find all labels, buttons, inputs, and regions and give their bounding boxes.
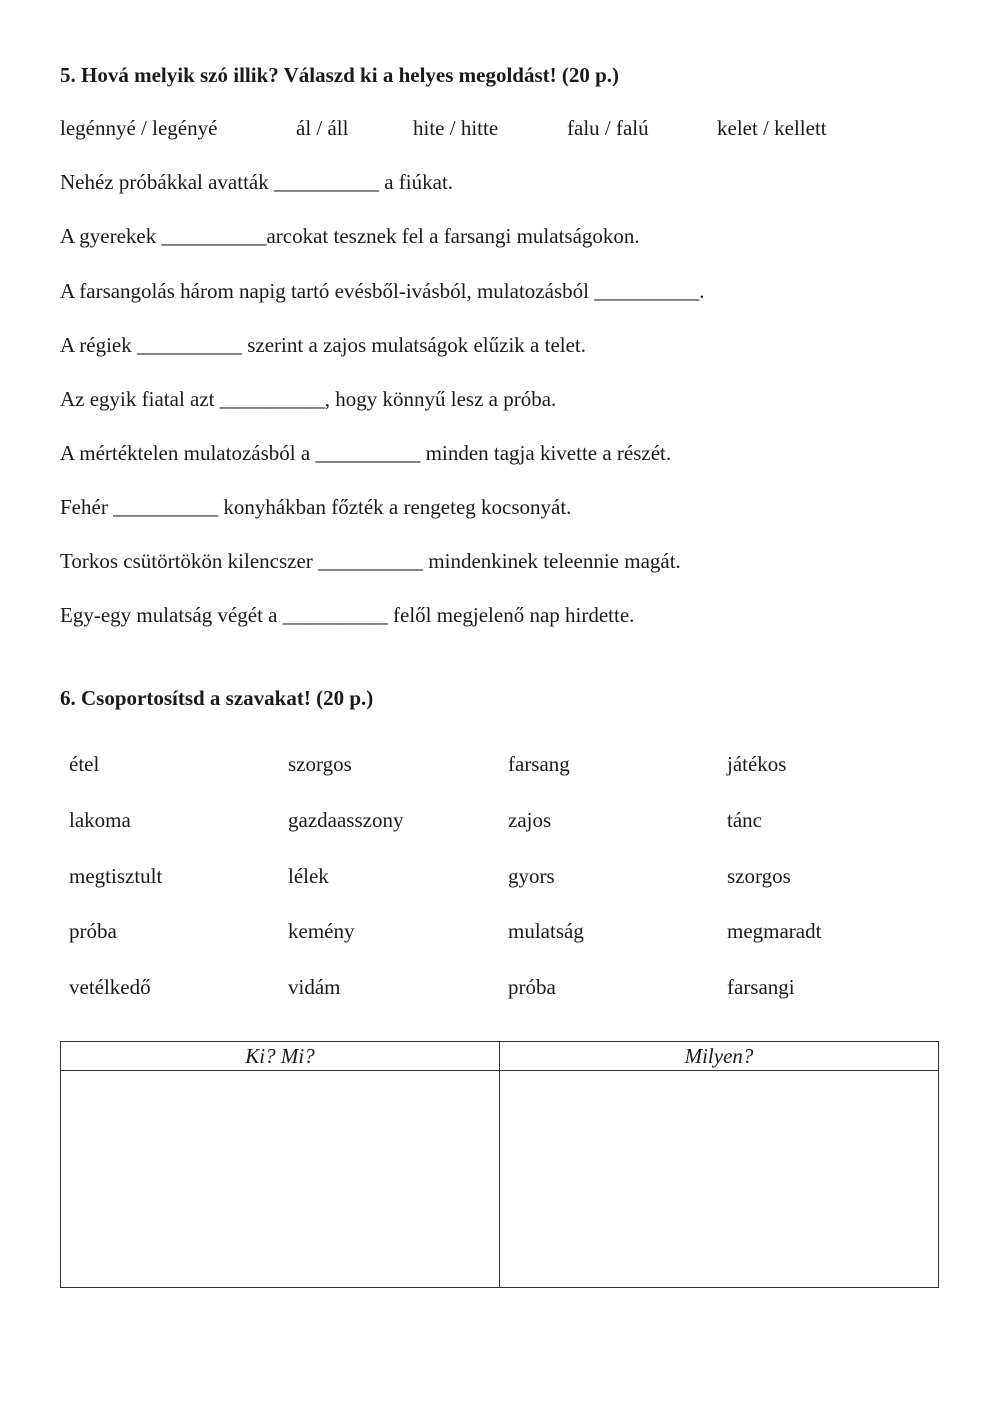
sentence-7: Fehér __________ konyhákban főzték a rengeteg kocsonyát. xyxy=(60,495,572,519)
sentence-6: A mértéktelen mulatozásból a __________ minden tagja kivette a részét. xyxy=(60,441,672,465)
column-header-ki-mi: Ki? Mi? xyxy=(61,1042,500,1071)
word-cell: gazdaasszony xyxy=(288,808,404,832)
sentence-2: A gyerekek __________arcokat tesznek fel a farsangi mulatságokon. xyxy=(60,224,640,248)
sentence-1: Nehéz próbákkal avatták __________ a fiúkat. xyxy=(60,170,454,194)
word-cell: kemény xyxy=(288,919,355,943)
sentence-5: Az egyik fiatal azt __________, hogy könnyű lesz a próba. xyxy=(60,387,557,411)
option-4: falu / falú xyxy=(567,116,649,140)
column-header-milyen: Milyen? xyxy=(500,1042,939,1071)
task6-heading: 6. Csoportosítsd a szavakat! (20 p.) xyxy=(60,686,374,710)
option-5: kelet / kellett xyxy=(717,116,827,140)
sentence-4: A régiek __________ szerint a zajos mulatságok elűzik a telet. xyxy=(60,333,587,357)
word-cell: étel xyxy=(69,752,100,776)
word-cell: mulatság xyxy=(508,919,584,943)
sentence-3: A farsangolás három napig tartó evésből-ivásból, mulatozásból __________. xyxy=(60,279,705,303)
word-cell: zajos xyxy=(508,808,552,832)
word-cell: vetélkedő xyxy=(69,975,151,999)
option-1: legénnyé / legényé xyxy=(60,116,218,140)
word-cell: megtisztult xyxy=(69,864,163,888)
word-cell: szorgos xyxy=(727,864,791,888)
word-cell: próba xyxy=(508,975,556,999)
word-cell: vidám xyxy=(288,975,341,999)
word-cell: tánc xyxy=(727,808,762,832)
word-cell: farsangi xyxy=(727,975,795,999)
answer-cell-milyen[interactable] xyxy=(500,1071,939,1288)
word-cell: játékos xyxy=(727,752,787,776)
option-2: ál / áll xyxy=(296,116,349,140)
word-cell: farsang xyxy=(508,752,570,776)
sentence-8: Torkos csütörtökön kilencszer __________ mindenkinek teleennie magát. xyxy=(60,549,681,573)
word-cell: megmaradt xyxy=(727,919,822,943)
word-cell: lakoma xyxy=(69,808,131,832)
answer-table xyxy=(60,1041,939,1288)
word-cell: szorgos xyxy=(288,752,352,776)
word-cell: lélek xyxy=(288,864,329,888)
option-3: hite / hitte xyxy=(413,116,499,140)
answer-cell-ki-mi[interactable] xyxy=(61,1071,500,1288)
word-cell: gyors xyxy=(508,864,555,888)
task5-heading: 5. Hová melyik szó illik? Válaszd ki a helyes megoldást! (20 p.) xyxy=(60,63,620,87)
sentence-9: Egy-egy mulatság végét a __________ felől megjelenő nap hirdette. xyxy=(60,603,635,627)
word-cell: próba xyxy=(69,919,117,943)
